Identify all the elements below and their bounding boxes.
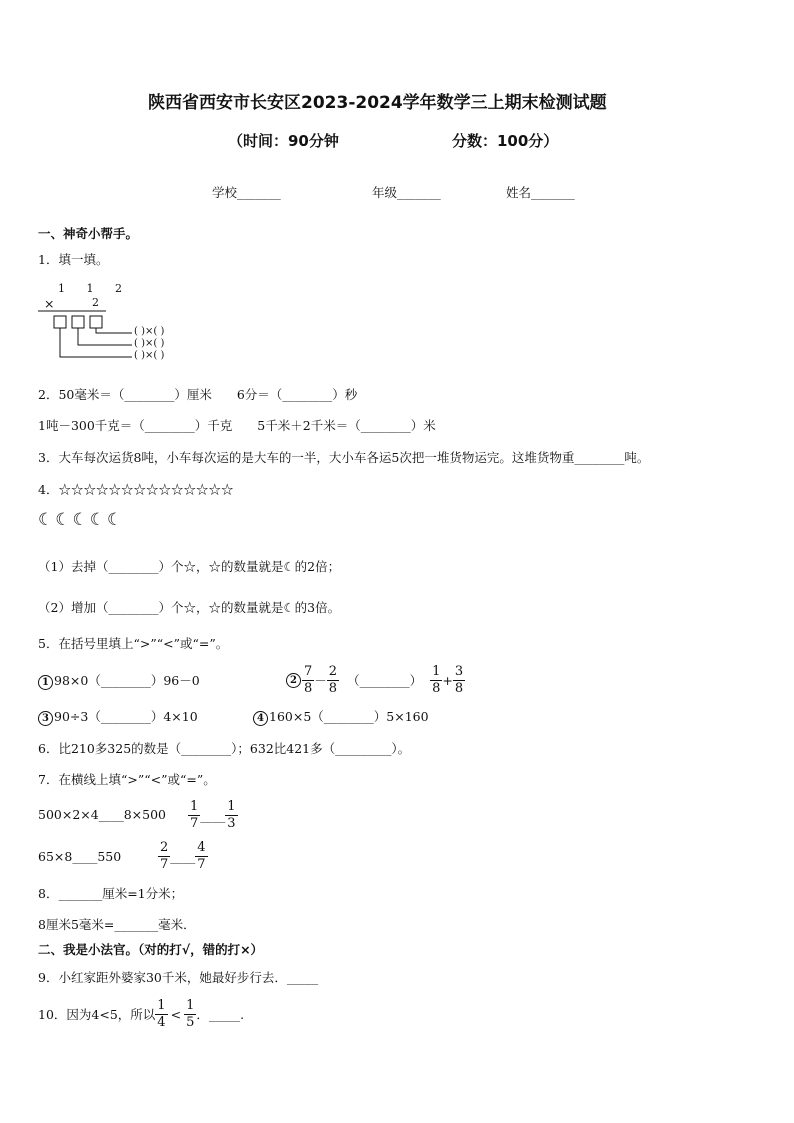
section2-heading: 二、我是小法官。（对的打√，错的打×） [38,942,264,957]
q7-c[interactable]: 65×8____550 [38,849,122,864]
school-field[interactable]: 学校_______ [212,185,281,200]
q1-times-sign: × [44,296,55,311]
q10-fraction2: $\frac{1}{5}$ [186,997,195,1030]
q5-item1-text[interactable]: 98×0（________）96－0 [54,673,200,688]
q2-line1[interactable]: 2．50毫米＝（________）厘米 6分＝（________）秒 [38,387,358,402]
q1-row-3[interactable]: ( )×( ) [134,350,165,361]
q10-prefix: 10．因为4<5，所以 [38,1007,156,1022]
q7-b-fraction1: $\frac{1}{7}$ [190,798,199,831]
q7-b-fraction2: $\frac{1}{3}$ [227,798,236,831]
q5-item2-fraction1: $\frac{7}{8}$ [304,663,313,696]
q4-sub1[interactable]: （1）去掉（________）个☆，☆的数量就是☾的2倍； [38,559,341,574]
exam-score: 分数：100分） [452,132,559,150]
q5-item1-number: 1 [38,675,53,690]
q1-diagram [36,280,216,366]
q7-d-fraction2: $\frac{4}{7}$ [197,839,206,872]
q7-d-fraction1: $\frac{2}{7}$ [160,839,169,872]
q7-b[interactable] [188,795,238,835]
q5-label: 5．在括号里填上“>”“<”或“=”。 [38,636,229,651]
q1-row-2[interactable]: ( )×( ) [134,338,165,349]
q10-less-than: < [170,1006,182,1022]
q5-item2[interactable] [286,660,465,700]
q5-item4[interactable] [253,707,429,726]
q9-text[interactable]: 9．小红家距外婆家30千米，她最好步行去．_____ [38,970,319,985]
q5-item3-number: 3 [38,711,53,726]
q10-text[interactable] [38,994,244,1034]
grade-field[interactable]: 年级_______ [372,185,441,200]
q1-row-1[interactable]: ( )×( ) [134,326,165,337]
q4-stars: 4．☆☆☆☆☆☆☆☆☆☆☆☆☆☆ [38,482,234,497]
q5-item2-blank[interactable]: （________） [347,673,423,688]
q10-suffix[interactable]: ．_____. [196,1007,245,1022]
q7-d[interactable] [158,836,208,876]
q7-a[interactable]: 500×2×4____8×500 [38,807,166,822]
page-title: 陕西省西安市长安区2023-2024学年数学三上期末检测试题 [148,93,607,113]
q5-item2-plus: + [442,672,453,688]
q3-text[interactable]: 3．大车每次运货8吨，小车每次运的是大车的一半，大小车各运5次把一堆货物运完。这堆货物重________吨。 [38,450,650,465]
q7-b-blank[interactable]: ____ [200,807,226,823]
q7-d-blank[interactable]: ____ [170,848,196,864]
q6-text[interactable]: 6．比210多325的数是（________）；632比421多（_________）。 [38,741,411,756]
q5-item4-number: 4 [253,711,268,726]
q1-top-digits: 1 1 2 [58,282,131,295]
q5-item2-fraction2: $\frac{2}{8}$ [328,663,338,696]
exam-time: （时间：90分钟 [228,132,339,150]
name-field[interactable]: 姓名_______ [506,185,575,200]
q10-fraction1: $\frac{1}{4}$ [157,997,166,1030]
q1-connector-lines [36,280,216,366]
q5-item3[interactable] [38,707,198,726]
q1-label: 1．填一填。 [38,252,109,267]
q5-item2-fraction4: $\frac{3}{8}$ [454,663,464,696]
q7-label: 7．在横线上填“>”“<”或“=”。 [38,772,216,787]
q5-item2-number: 2 [286,673,301,688]
q2-line2[interactable]: 1吨－300千克＝（________）千克 5千米＋2千米＝（________）米 [38,418,436,433]
q5-item2-fraction3: $\frac{1}{8}$ [432,663,441,696]
q5-item1[interactable] [38,671,200,690]
q5-item2-minus: － [314,673,327,688]
q8-line1[interactable]: 8．_______厘米=1分米； [38,886,184,901]
q4-sub2[interactable]: （2）增加（________）个☆，☆的数量就是☾的3倍。 [38,600,341,615]
q8-line2[interactable]: 8厘米5毫米=_______毫米． [38,917,196,932]
q5-item3-text[interactable]: 90÷3（________）4×10 [54,709,198,724]
section1-heading: 一、神奇小帮手。 [38,226,139,241]
q1-second-digit: 2 [92,296,99,309]
q4-moons: ☾☾☾☾☾ [38,510,125,530]
q5-item4-text[interactable]: 160×5（________）5×160 [269,709,429,724]
